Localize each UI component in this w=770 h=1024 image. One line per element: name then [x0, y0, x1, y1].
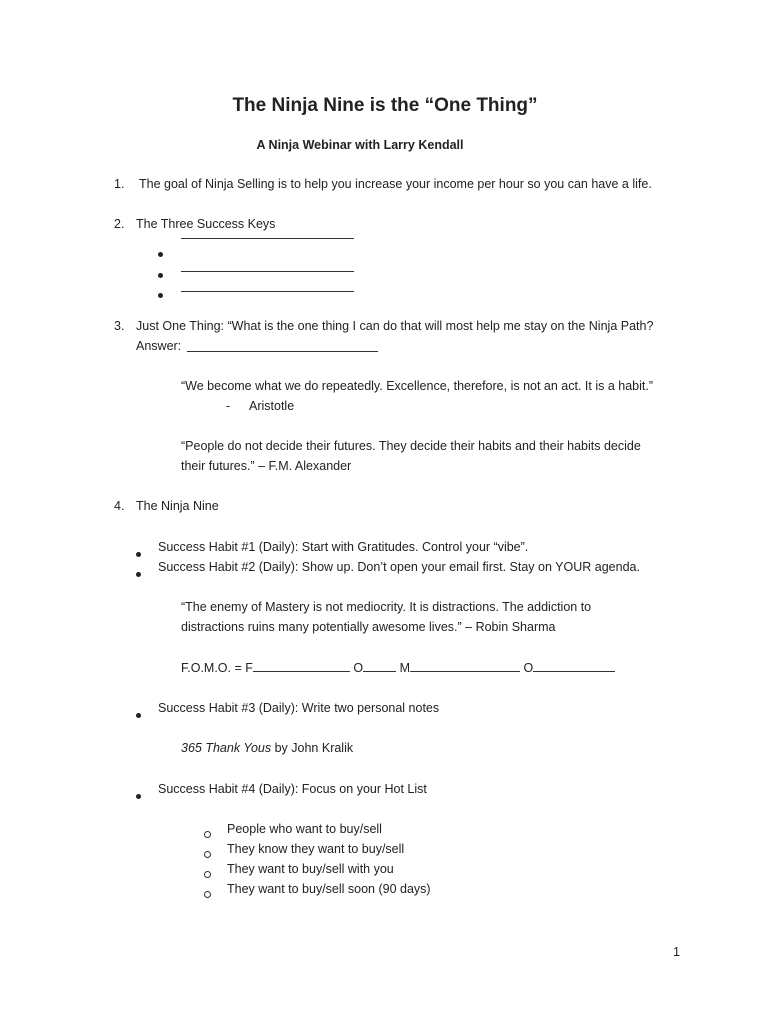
alexander-quote-line-2: their futures.” – F.M. Alexander	[181, 459, 352, 473]
bullet-icon	[136, 544, 141, 562]
bullet-icon	[136, 786, 141, 804]
answer-blank[interactable]	[187, 351, 378, 352]
circle-bullet-icon	[204, 845, 211, 863]
hotlist-item: They want to buy/sell soon (90 days)	[227, 882, 431, 896]
bullet-icon	[158, 244, 163, 262]
success-key-blank-3[interactable]	[181, 291, 354, 292]
fomo-blank-m[interactable]	[410, 660, 520, 672]
bullet-icon	[158, 265, 163, 283]
hotlist-item: People who want to buy/sell	[227, 822, 382, 836]
item-3-text: Just One Thing: “What is the one thing I can do that will most help me stay on the Ninja Path?	[136, 319, 654, 333]
success-habit-1: Success Habit #1 (Daily): Start with Gratitudes. Control your “vibe”.	[158, 540, 529, 554]
fomo-line	[181, 660, 615, 676]
alexander-quote-line-1: “People do not decide their futures. They decide their habits and their habits decide	[181, 439, 641, 453]
success-habit-4: Success Habit #4 (Daily): Focus on your Hot List	[158, 782, 427, 796]
circle-bullet-icon	[204, 825, 211, 843]
fomo-blank-o2[interactable]	[533, 660, 615, 672]
fomo-blank-o1[interactable]	[363, 660, 396, 672]
fomo-blank-f[interactable]	[253, 660, 350, 672]
item-2-number: 2.	[114, 217, 125, 231]
success-key-blank-1[interactable]	[181, 238, 354, 239]
book-reference	[181, 740, 353, 756]
book-title: 365 Thank Yous	[181, 741, 272, 755]
hotlist-item: They want to buy/sell with you	[227, 862, 394, 876]
quote-dash: -	[226, 399, 231, 413]
book-author: by John Kralik	[271, 741, 354, 755]
circle-bullet-icon	[204, 865, 211, 883]
item-3-number: 3.	[114, 319, 125, 333]
item-2-text: The Three Success Keys	[136, 217, 276, 231]
page-subtitle: A Ninja Webinar with Larry Kendall	[256, 138, 464, 152]
bullet-icon	[136, 705, 141, 723]
sharma-quote-line-1: “The enemy of Mastery is not mediocrity. It is distractions. The addiction to	[181, 600, 592, 614]
item-4-text: The Ninja Nine	[136, 499, 219, 513]
circle-bullet-icon	[204, 885, 211, 903]
fomo-o1: O	[353, 661, 364, 675]
sharma-quote-line-2: distractions ruins many potentially awesome lives.” – Robin Sharma	[181, 620, 556, 634]
page-title: The Ninja Nine is the “One Thing”	[232, 95, 538, 116]
bullet-icon	[158, 285, 163, 303]
success-key-blank-2[interactable]	[181, 271, 354, 272]
answer-label: Answer:	[136, 339, 182, 353]
success-habit-3: Success Habit #3 (Daily): Write two personal notes	[158, 701, 440, 715]
aristotle-quote: “We become what we do repeatedly. Excellence, therefore, is not an act. It is a habit.”	[181, 379, 654, 393]
fomo-m: M	[399, 661, 411, 675]
fomo-prefix: F.O.M.O. = F	[181, 661, 253, 675]
fomo-o2: O	[523, 661, 534, 675]
item-4-number: 4.	[114, 499, 125, 513]
page-number: 1	[673, 945, 680, 959]
quote-author: Aristotle	[249, 399, 295, 413]
item-1-text: The goal of Ninja Selling is to help you increase your income per hour so you can have a life.	[139, 177, 652, 191]
bullet-icon	[136, 564, 141, 582]
success-habit-2: Success Habit #2 (Daily): Show up. Don’t open your email first. Stay on YOUR agenda.	[158, 560, 640, 574]
hotlist-item: They know they want to buy/sell	[227, 842, 405, 856]
item-1-number: 1.	[114, 177, 125, 191]
